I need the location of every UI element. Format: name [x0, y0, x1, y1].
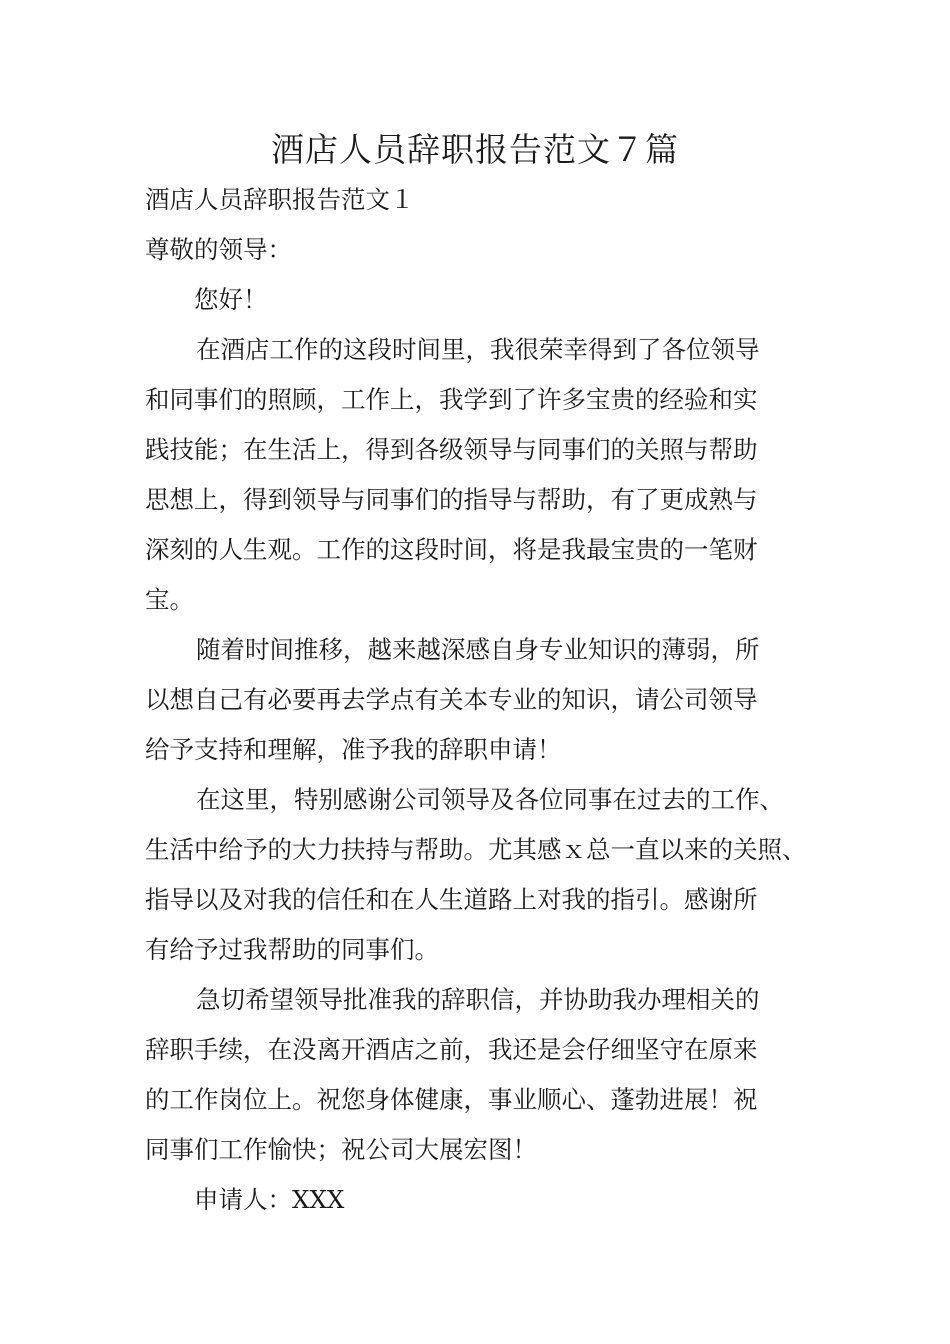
document-title: 酒店人员辞职报告范文７篇: [271, 130, 679, 169]
paragraph1-line: 在酒店工作的这段时间里，我很荣幸得到了各位领导: [196, 335, 760, 364]
paragraph1-line: 深刻的人生观。工作的这段时间，将是我最宝贵的一笔财: [145, 535, 758, 564]
salutation: 尊敬的领导：: [145, 235, 292, 264]
paragraph4-line: 的工作岗位上。祝您身体健康，事业顺心、蓬勃进展！祝: [145, 1085, 758, 1114]
paragraph3-line: 在这里，特别感谢公司领导及各位同事在过去的工作、: [196, 785, 784, 814]
greeting: 您好！: [194, 285, 268, 314]
paragraph3-line: 有给予过我帮助的同事们。: [145, 935, 439, 964]
signature: 申请人：XXX: [194, 1185, 345, 1214]
paragraph1-line: 践技能；在生活上，得到各级领导与同事们的关照与帮助: [145, 435, 758, 464]
paragraph3-line: 生活中给予的大力扶持与帮助。尤其感ｘ总一直以来的关照、: [145, 835, 807, 864]
paragraph1-line: 思想上，得到领导与同事们的指导与帮助，有了更成熟与: [145, 485, 758, 514]
paragraph1-line: 和同事们的照顾，工作上，我学到了许多宝贵的经验和实: [145, 385, 758, 414]
paragraph4-line: 辞职手续，在没离开酒店之前，我还是会仔细坚守在原来: [145, 1035, 758, 1064]
paragraph1-line: 宝。: [145, 585, 194, 614]
paragraph2-line: 随着时间推移，越来越深感自身专业知识的薄弱，所: [196, 635, 760, 664]
paragraph3-line: 指导以及对我的信任和在人生道路上对我的指引。感谢所: [145, 885, 758, 914]
paragraph4-line: 同事们工作愉快；祝公司大展宏图！: [145, 1135, 537, 1164]
paragraph2-line: 给予支持和理解，准予我的辞职申请！: [145, 735, 562, 764]
paragraph4-line: 急切希望领导批准我的辞职信，并协助我办理相关的: [196, 985, 760, 1014]
document-subtitle: 酒店人员辞职报告范文１: [145, 185, 415, 214]
paragraph2-line: 以想自己有必要再去学点有关本专业的知识，请公司领导: [145, 685, 758, 714]
